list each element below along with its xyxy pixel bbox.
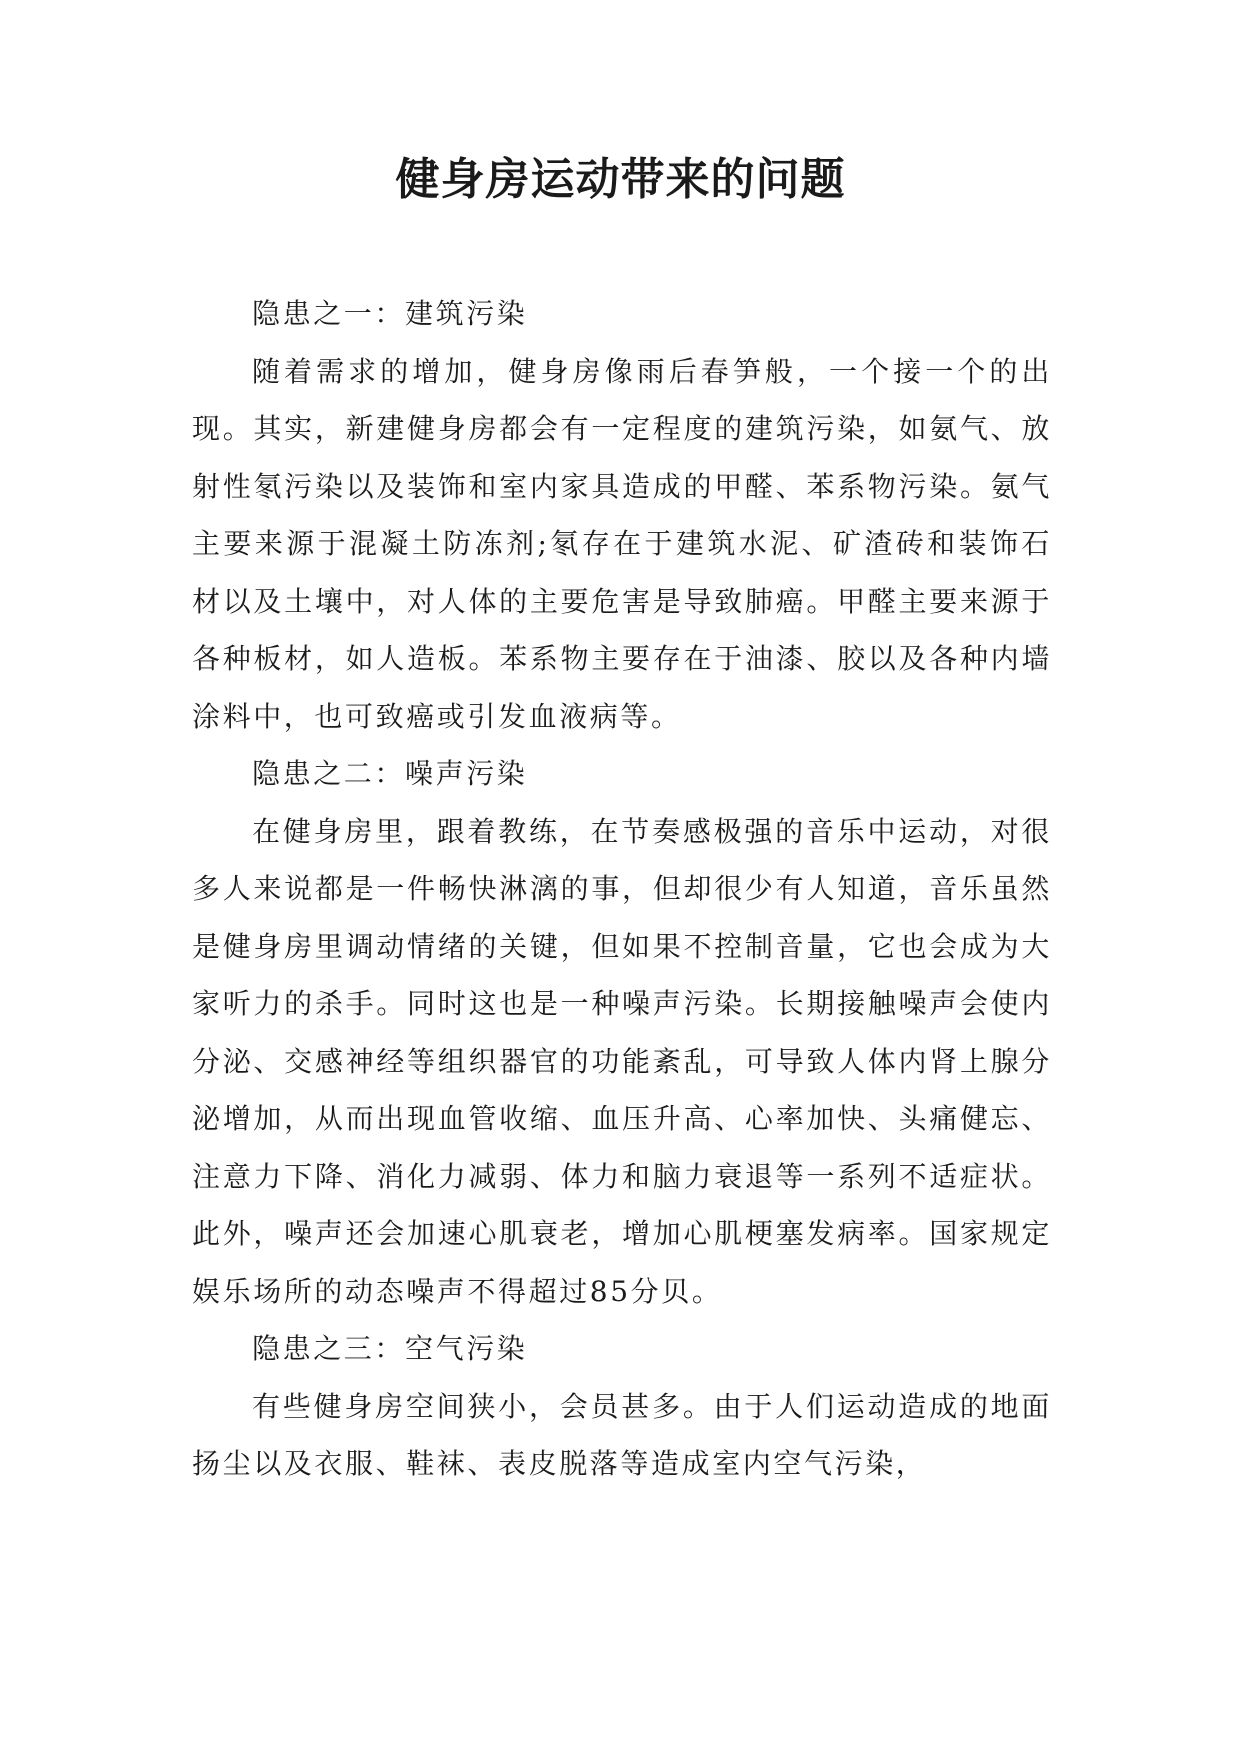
document-title: 健身房运动带来的问题: [395, 154, 846, 205]
body-paragraph-2: 在健身房里，跟着教练，在节奏感极强的音乐中运动，对很多人来说都是一件畅快淋漓的事，但却很少有人知道，音乐虽然是健身房里调动情绪的关键，但如果不控制音量，它也会成为大家听力的杀手。同时这也是一种噪声污染。长期接触噪声会使内分泌、交感神经等组织器官的功能紊乱，可导致人体内肾上腺分泌增加，从而出现血管收缩、血压升高、心率加快、头痛健忘、注意力下降、消化力减弱、体力和脑力衰退等一系列不适症状。此外，噪声还会加速心肌衰老，增加心肌梗塞发病率。国家规定娱乐场所的动态噪声不得超过85分贝。: [192, 814, 1052, 1308]
document-body: [192, 285, 1052, 1493]
body-paragraph-1: 随着需求的增加，健身房像雨后春笋般，一个接一个的出现。其实，新建健身房都会有一定程度的建筑污染，如氨气、放射性氡污染以及装饰和室内家具造成的甲醛、苯系物污染。氨气主要来源于混凝土防冻剂;氡存在于建筑水泥、矿渣砖和装饰石材以及土壤中，对人体的主要危害是导致肺癌。甲醛主要来源于各种板材，如人造板。苯系物主要存在于油漆、胶以及各种内墙涂料中，也可致癌或引发血液病等。: [192, 354, 1052, 733]
section-heading-2: 隐患之二：噪声污染: [252, 757, 528, 790]
body-paragraph-3: 有些健身房空间狭小，会员甚多。由于人们运动造成的地面扬尘以及衣服、鞋袜、表皮脱落等造成室内空气污染，: [192, 1389, 1052, 1480]
section-heading-1: 隐患之一：建筑污染: [252, 297, 528, 330]
section-heading-3: 隐患之三：空气污染: [252, 1332, 528, 1365]
